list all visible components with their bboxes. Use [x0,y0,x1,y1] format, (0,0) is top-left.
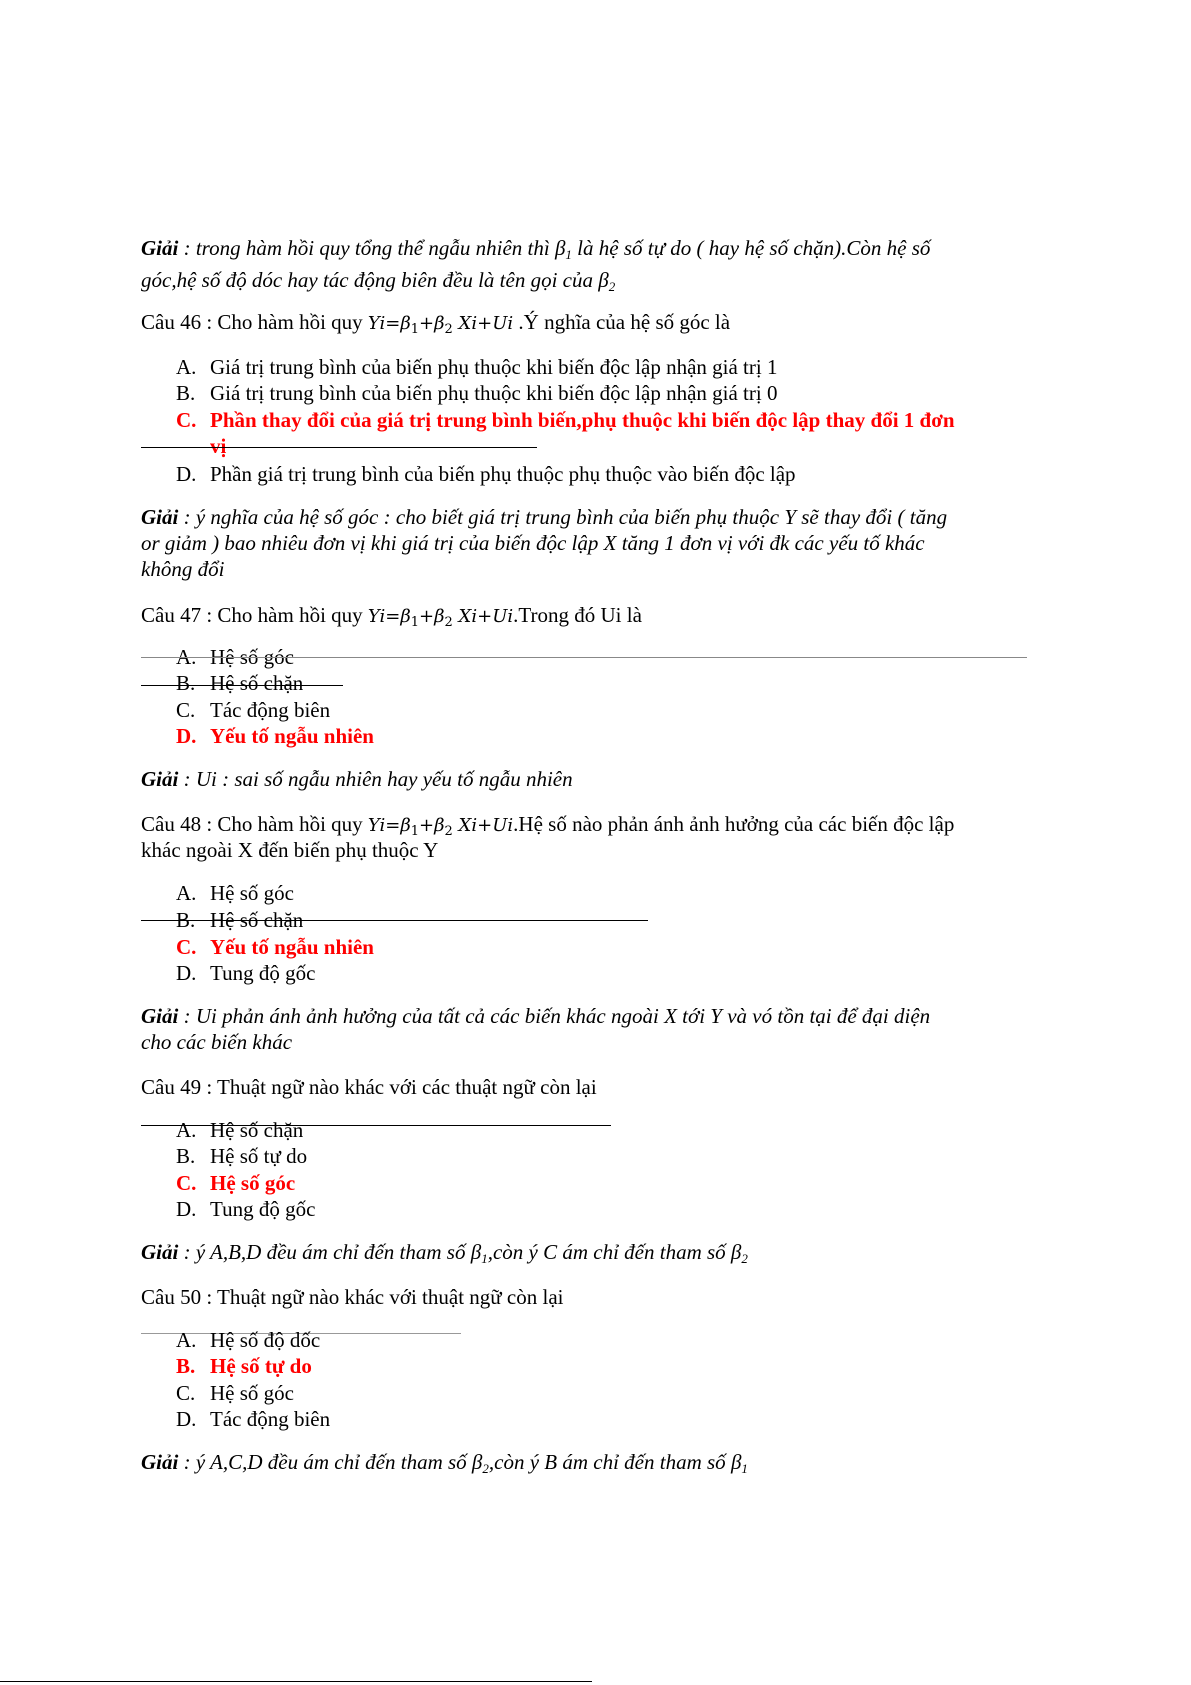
q50-option-d: D. Tác động biên [176,1407,331,1431]
strike-line [141,1125,611,1126]
question-48-line2: khác ngoài X đến biến phụ thuộc Y [141,838,439,862]
q47-option-c: C. Tác động biên [176,698,331,722]
q50-option-c: C. Hệ số góc [176,1381,294,1405]
q48-option-a: A. Hệ số góc [176,881,294,905]
strike-line [141,685,343,686]
revision-rule [141,447,537,448]
strike-line [141,920,648,921]
q49-option-d: D. Tung độ gốc [176,1197,316,1221]
q49-option-c-answer: C. Hệ số góc [176,1171,296,1195]
q50-option-a: A. Hệ số độ dốc [176,1328,321,1352]
q47-option-d-answer: D. Yếu tố ngẫu nhiên [176,724,374,748]
q47-option-b: B. Hệ số chặn [176,671,304,695]
q47-option-a: A. Hệ số góc [176,645,294,669]
q48-option-c-answer: C. Yếu tố ngẫu nhiên [176,935,374,959]
q48-solution-line1: Giải : Ui phản ánh ảnh hưởng của tất cả các biến khác ngoài X tới Y và vó tồn tại để đại diện [141,1004,931,1028]
question-49: Câu 49 : Thuật ngữ nào khác với các thuật ngữ còn lại [141,1075,597,1099]
solution-intro-line1: Giải : trong hàm hồi quy tổng thể ngẫu nhiên thì $\beta_1$ là hệ số tự do ( hay hệ số chặn).Còn hệ số [141,236,931,262]
q46-option-a: A. Giá trị trung bình của biến phụ thuộc khi biến độc lập nhận giá trị 1 [176,355,778,379]
q48-option-b: B. Hệ số chặn [176,908,304,932]
q46-solution-line3: không đổi [141,557,225,581]
question-47: Câu 47 : Cho hàm hồi quy $Yi=\beta_1+\beta_2$ Xi+Ui.Trong đó Ui là [141,603,642,630]
q46-option-d: D. Phần giá trị trung bình của biến phụ thuộc phụ thuộc vào biến độc lập [176,462,796,486]
q46-solution-line1: Giải : ý nghĩa của hệ số góc : cho biết giá trị trung bình của biến phụ thuộc Y sẽ thay đổi ( tăng [141,505,948,529]
q49-solution: Giải : ý A,B,D đều ám chỉ đến tham số $\beta_1,còn$ ý C ám chỉ đến tham số $\beta_2$ [141,1240,748,1266]
q46-option-b: B. Giá trị trung bình của biến phụ thuộc khi biến độc lập nhận giá trị 0 [176,381,778,405]
regression-equation: $Yi=\beta_1+\beta_2$ Xi+Ui [367,313,514,337]
solution-intro-line2: góc,hệ số độ dóc hay tác động biên đều là tên gọi của $\beta_2$ [141,268,616,294]
q50-option-b-answer: B. Hệ số tự do [176,1354,312,1378]
q49-option-a: A. Hệ số chặn [176,1118,304,1142]
q46-option-c-answer: C. Phần thay đổi của giá trị trung bình biến,phụ thuộc khi biến độc lập thay đổi 1 đơn [176,408,955,432]
q46-solution-line2: or giảm ) bao nhiêu đơn vị khi giá trị của biến độc lập X tăng 1 đơn vị với đk các yếu tố khác [141,531,925,555]
question-48: Câu 48 : Cho hàm hồi quy $Yi=\beta_1+\beta_2$ Xi+Ui.Hệ số nào phản ánh ảnh hưởng của các biến độc lập [141,812,955,839]
strike-line [141,657,1027,658]
question-50: Câu 50 : Thuật ngữ nào khác với thuật ngữ còn lại [141,1285,564,1309]
q48-solution-line2: cho các biến khác [141,1030,293,1054]
q47-solution: Giải : Ui : sai số ngẫu nhiên hay yếu tố ngẫu nhiên [141,767,573,791]
q49-option-b: B. Hệ số tự do [176,1144,308,1168]
q46-option-c-continued: vị [210,434,227,458]
question-46: Câu 46 : Cho hàm hồi quy $Yi=\beta_1+\beta_2$ Xi+Ui .Ý nghĩa của hệ số góc là [141,310,731,337]
footer-rule [0,1681,592,1682]
q50-solution: Giải : ý A,C,D đều ám chỉ đến tham số $\beta_2,còn$ ý B ám chỉ đến tham số $\beta_1$ [141,1450,748,1476]
q48-option-d: D. Tung độ gốc [176,961,316,985]
